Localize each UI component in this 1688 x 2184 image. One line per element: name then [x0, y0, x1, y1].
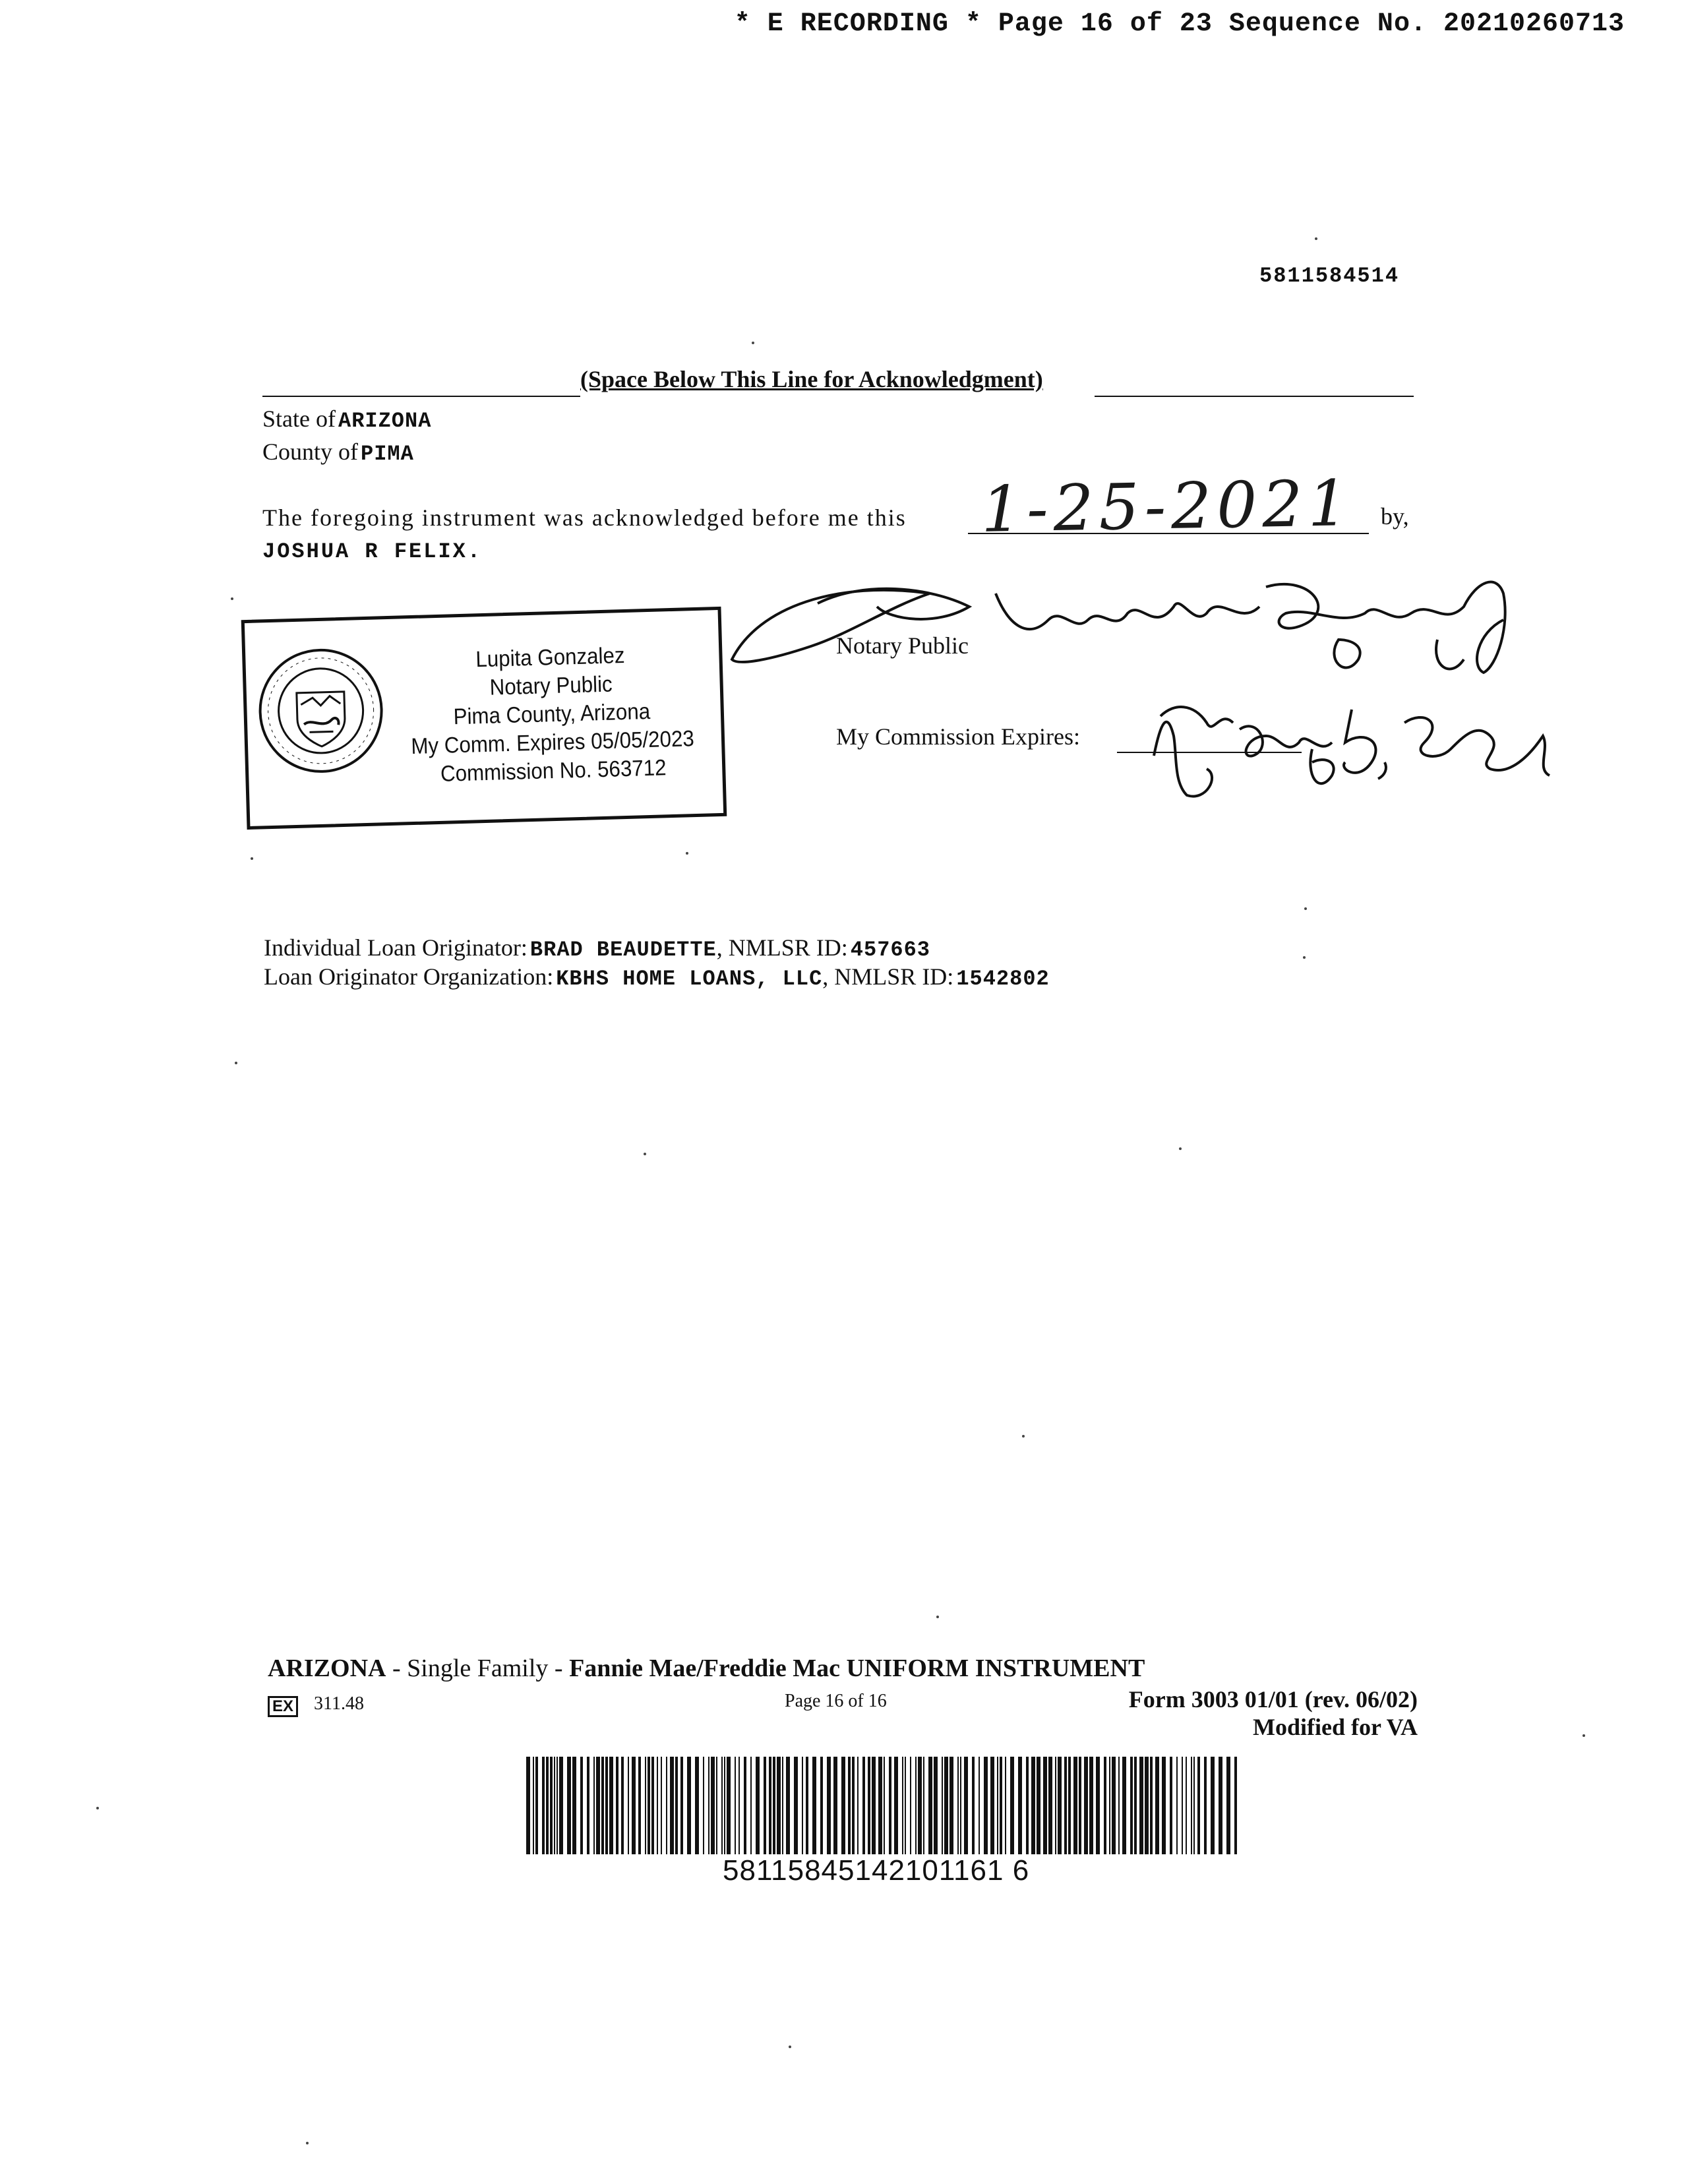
barcode-bar	[997, 1757, 998, 1854]
organization-originator-name: KBHS HOME LOANS, LLC	[556, 967, 823, 991]
barcode-bar	[984, 1757, 988, 1854]
barcode-bar	[708, 1757, 709, 1854]
barcode-bar	[1234, 1757, 1237, 1854]
barcode-bar	[559, 1757, 563, 1854]
barcode-bar	[1096, 1757, 1100, 1854]
barcode-bar	[580, 1757, 583, 1854]
barcode-bar	[628, 1757, 629, 1854]
barcode-bar	[716, 1757, 717, 1854]
barcode-bar	[852, 1757, 855, 1854]
barcode-bar	[727, 1757, 731, 1854]
barcode-bar	[711, 1757, 715, 1854]
commission-expires-label: My Commission Expires:	[836, 723, 1081, 750]
barcode-bar	[872, 1757, 876, 1854]
barcode-bar	[782, 1757, 783, 1854]
barcode-bar	[889, 1757, 891, 1854]
barcode-bar	[750, 1757, 752, 1854]
barcode-bar	[964, 1757, 968, 1854]
barcode-bar	[1186, 1757, 1187, 1854]
organization-originator-line	[264, 963, 1050, 991]
state-value: ARIZONA	[338, 409, 432, 433]
barcode-number: 58115845142101161 6	[723, 1854, 1030, 1887]
barcode-bar	[934, 1757, 938, 1854]
scan-speck	[251, 857, 253, 860]
barcode-bar	[1182, 1757, 1183, 1854]
barcode-bar	[1084, 1757, 1088, 1854]
footer-state: ARIZONA	[268, 1654, 386, 1682]
barcode-bar	[567, 1757, 571, 1854]
barcode-bar	[1139, 1757, 1143, 1854]
barcode-bar	[1122, 1757, 1126, 1854]
barcode-bar	[950, 1757, 953, 1854]
barcode-bar	[1130, 1757, 1133, 1854]
barcode-bar	[1073, 1757, 1077, 1854]
barcode-bar	[1064, 1757, 1067, 1854]
barcode-bar	[773, 1757, 775, 1854]
footer-modified: Modified for VA	[1252, 1714, 1418, 1740]
barcode-bar	[1079, 1757, 1081, 1854]
barcode-bar	[1000, 1757, 1002, 1854]
scan-speck	[1179, 1147, 1182, 1150]
scan-speck	[1582, 1734, 1585, 1737]
barcode-bar	[1089, 1757, 1093, 1854]
footer-form-number: Form 3003 01/01 (rev. 06/02)	[1128, 1686, 1418, 1713]
barcode-bar	[786, 1757, 790, 1854]
barcode-bar	[1226, 1757, 1230, 1854]
barcode-bar	[979, 1757, 980, 1854]
notary-public-label: Notary Public	[836, 632, 969, 659]
barcode-bar	[670, 1757, 674, 1854]
barcode-bar	[1176, 1757, 1178, 1854]
footer-code: 311.48	[314, 1693, 364, 1714]
individual-originator-line	[264, 934, 930, 962]
scan-speck	[235, 1062, 237, 1064]
barcode-bar	[942, 1757, 943, 1854]
stamp-name: Lupita Gonzalez	[475, 643, 625, 673]
acknowledgment-rule-left	[262, 396, 580, 397]
acknowledgment-date-handwritten: 1-25-2021	[980, 466, 1354, 547]
scan-speck	[789, 2046, 791, 2048]
individual-nmlsr-id: 457663	[850, 938, 930, 962]
footer-family: - Single Family -	[386, 1654, 570, 1682]
barcode-bar	[848, 1757, 851, 1854]
commission-expires-handwritten	[1147, 696, 1556, 808]
barcode-bar	[605, 1757, 608, 1854]
barcode-bar	[1005, 1757, 1006, 1854]
barcode	[526, 1757, 1238, 1854]
barcode-bar	[533, 1757, 534, 1854]
scan-speck	[1022, 1435, 1025, 1438]
barcode-bar	[661, 1757, 662, 1854]
barcode-bar	[868, 1757, 870, 1854]
barcode-bar	[724, 1757, 725, 1854]
barcode-bar	[756, 1757, 760, 1854]
barcode-bar	[957, 1757, 959, 1854]
barcode-bar	[675, 1757, 678, 1854]
barcode-bar	[1018, 1757, 1022, 1854]
scan-speck	[96, 1807, 99, 1809]
acknowledgment-heading: (Space Below This Line for Acknowledgment)	[580, 366, 1043, 392]
scan-speck	[231, 597, 233, 600]
barcode-bar	[638, 1757, 641, 1854]
barcode-bar	[657, 1757, 658, 1854]
barcode-bar	[884, 1757, 885, 1854]
barcode-bar	[1162, 1757, 1166, 1854]
organization-nmlsr-label: , NMLSR ID:	[822, 963, 954, 990]
barcode-bar	[596, 1757, 600, 1854]
barcode-bar	[833, 1757, 837, 1854]
signer-name: JOSHUA R FELIX.	[262, 539, 483, 564]
acknowledgment-date-line	[968, 533, 1369, 534]
notary-signature	[719, 567, 1563, 679]
barcode-bar	[764, 1757, 766, 1854]
scan-speck	[936, 1616, 939, 1618]
barcode-bar	[1145, 1757, 1149, 1854]
loan-number: 5811584514	[1259, 264, 1400, 288]
barcode-bar	[587, 1757, 589, 1854]
barcode-bar	[546, 1757, 549, 1854]
barcode-bar	[1031, 1757, 1035, 1854]
individual-nmlsr-label: , NMLSR ID:	[716, 934, 848, 961]
barcode-bar	[526, 1757, 530, 1854]
barcode-bar	[680, 1757, 683, 1854]
barcode-bar	[621, 1757, 624, 1854]
barcode-bar	[542, 1757, 545, 1854]
individual-originator-name: BRAD BEAUDETTE	[529, 938, 717, 962]
barcode-bar	[557, 1757, 558, 1854]
barcode-bar	[857, 1757, 859, 1854]
barcode-bar	[1043, 1757, 1047, 1854]
barcode-bar	[721, 1757, 723, 1854]
barcode-bar	[1037, 1757, 1040, 1854]
barcode-bar	[645, 1757, 646, 1854]
barcode-bar	[972, 1757, 975, 1854]
barcode-bar	[820, 1757, 823, 1854]
barcode-bar	[1191, 1757, 1192, 1854]
recording-header: * E RECORDING * Page 16 of 23 Sequence No. 20210260713	[734, 9, 1625, 39]
barcode-bar	[666, 1757, 667, 1854]
barcode-bar	[960, 1757, 961, 1854]
footer-form-name: Fannie Mae/Freddie Mac UNIFORM INSTRUMENT	[569, 1654, 1145, 1682]
stamp-expires: My Comm. Expires 05/05/2023	[410, 726, 695, 760]
barcode-bar	[738, 1757, 740, 1854]
barcode-bar	[744, 1757, 746, 1854]
barcode-bar	[918, 1757, 922, 1854]
acknowledgment-rule-right	[1095, 396, 1414, 397]
barcode-bar	[687, 1757, 691, 1854]
barcode-bar	[651, 1757, 654, 1854]
barcode-bar	[990, 1757, 994, 1854]
acknowledgment-by: by,	[1381, 503, 1409, 530]
barcode-bar	[1193, 1757, 1195, 1854]
organization-nmlsr-id: 1542802	[956, 967, 1050, 991]
barcode-bar	[944, 1757, 948, 1854]
barcode-bar	[535, 1757, 538, 1854]
barcode-bar	[1204, 1757, 1207, 1854]
barcode-bar	[1211, 1757, 1215, 1854]
barcode-bar	[915, 1757, 917, 1854]
barcode-bar	[806, 1757, 808, 1854]
barcode-bar	[894, 1757, 898, 1854]
county-line	[262, 438, 414, 466]
barcode-bar	[616, 1757, 618, 1854]
foregoing-text: The foregoing instrument was acknowledged before me this	[262, 504, 907, 531]
barcode-bar	[572, 1757, 576, 1854]
barcode-bar	[1197, 1757, 1200, 1854]
footer-page: Page 16 of 16	[785, 1691, 887, 1711]
barcode-bar	[812, 1757, 816, 1854]
barcode-bar	[802, 1757, 803, 1854]
organization-originator-label: Loan Originator Organization:	[264, 963, 554, 990]
barcode-bar	[648, 1757, 650, 1854]
barcode-bar	[1068, 1757, 1071, 1854]
barcode-bar	[905, 1757, 906, 1854]
barcode-bar	[1026, 1757, 1029, 1854]
state-line	[262, 405, 431, 433]
barcode-bar	[1104, 1757, 1106, 1854]
stamp-commission-number: Commission No. 563712	[440, 755, 667, 787]
barcode-bar	[1118, 1757, 1120, 1854]
county-value: PIMA	[361, 442, 414, 466]
barcode-bar	[827, 1757, 831, 1854]
barcode-bar	[1155, 1757, 1159, 1854]
barcode-bar	[878, 1757, 882, 1854]
barcode-bar	[554, 1757, 555, 1854]
barcode-bar	[902, 1757, 903, 1854]
scan-speck	[644, 1153, 646, 1155]
barcode-bar	[923, 1757, 924, 1854]
barcode-bar	[928, 1757, 932, 1854]
barcode-bar	[1150, 1757, 1153, 1854]
barcode-bar	[794, 1757, 798, 1854]
individual-originator-label: Individual Loan Originator:	[264, 934, 528, 961]
barcode-bar	[609, 1757, 613, 1854]
barcode-bar	[550, 1757, 553, 1854]
scan-speck	[1304, 907, 1307, 910]
stamp-county: Pima County, Arizona	[453, 698, 651, 730]
barcode-bar	[841, 1757, 845, 1854]
scan-speck	[686, 852, 688, 855]
barcode-bar	[1048, 1757, 1052, 1854]
county-label: County of	[262, 439, 359, 465]
barcode-bar	[777, 1757, 781, 1854]
barcode-bar	[632, 1757, 636, 1854]
barcode-bar	[695, 1757, 699, 1854]
notary-stamp	[241, 607, 727, 830]
barcode-bar	[862, 1757, 865, 1854]
state-seal-icon	[255, 644, 387, 777]
footer-title	[268, 1654, 1145, 1683]
scan-speck	[306, 2142, 309, 2144]
barcode-bar	[1219, 1757, 1222, 1854]
barcode-bar	[735, 1757, 736, 1854]
barcode-bar	[1010, 1757, 1014, 1854]
scan-speck	[1303, 956, 1306, 959]
barcode-bar	[769, 1757, 771, 1854]
barcode-bar	[1058, 1757, 1062, 1854]
stamp-title: Notary Public	[489, 671, 613, 700]
barcode-bar	[703, 1757, 704, 1854]
barcode-bar	[1134, 1757, 1137, 1854]
scan-speck	[1315, 237, 1317, 240]
barcode-bar	[1170, 1757, 1172, 1854]
barcode-bar	[910, 1757, 911, 1854]
barcode-bar	[1055, 1757, 1056, 1854]
barcode-bar	[593, 1757, 595, 1854]
footer-ex-mark: EX	[268, 1696, 298, 1717]
barcode-bar	[1109, 1757, 1110, 1854]
state-label: State of	[262, 406, 336, 432]
stamp-text	[403, 640, 700, 789]
barcode-bar	[1112, 1757, 1116, 1854]
barcode-bar	[601, 1757, 604, 1854]
scan-speck	[752, 342, 754, 344]
